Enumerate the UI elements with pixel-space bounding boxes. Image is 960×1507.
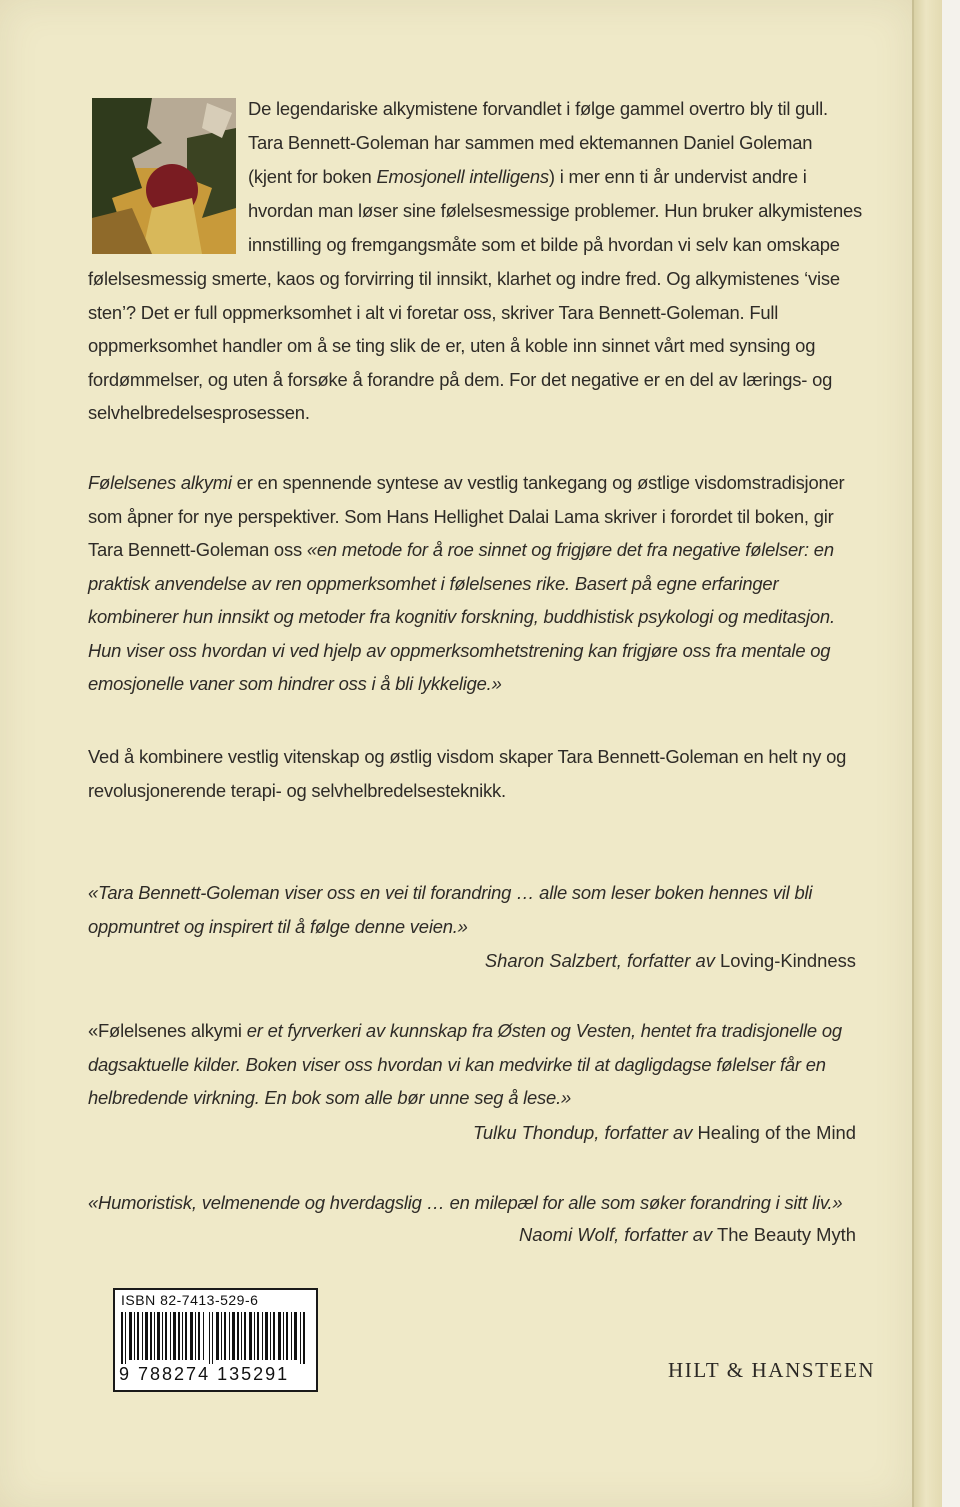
blurb-quote-3: «Humoristisk, velmenende og hverdagslig … en milepæl for alle som søker forandring i sitt liv.»	[88, 1192, 843, 1213]
intro-line-5: innstilling og fremgangsmåte som et bilde på hvordan vi selv kan omskape	[248, 234, 840, 255]
book-spine	[912, 0, 944, 1507]
dalai-lama-quote: «en metode for å roe sinnet og frigjøre det fra negative følelser: en praktisk anvendelse av ren oppmerksomhet i følelsenes rike. Basert på egne erfaringer kombinerer hun innsikt og metoder fra kognitiv forskning, buddhistisk psykologi og meditasjon. Hun viser oss hvordan vi ved hjelp av oppmerksomhetstrening kan frigjøre oss fra mentale og emosjonelle vaner som hindrer oss i å bli lykkelige.»	[88, 539, 835, 694]
barcode-icon	[119, 1312, 310, 1364]
intro-paragraph-rest: følelsesmessig smerte, kaos og forvirring til innsikt, klarhet og indre fred. Og alkymistenes ‘vise sten’? Det er full oppmerksomhet i alt vi foretar oss, skriver Tara Bennett-Goleman. Full oppmerksomhet handler om å se ting slik de er, uten å koble inn sinnet vårt med synsing og fordømmelser, og uten å forsøke å forandre på dem. For det negative er en del av lærings- og selvhelbredelsesprosessen.	[88, 268, 840, 423]
isbn-barcode-box	[113, 1288, 318, 1392]
intro-line-2: Tara Bennett-Goleman har sammen med ektemannen Daniel Goleman	[248, 132, 813, 153]
intro-line-3: (kjent for boken Emosjonell intelligens) i mer enn ti år undervist andre i	[248, 166, 807, 187]
blurb-quote-2: «Følelsenes alkymi er et fyrverkeri av kunnskap fra Østen og Vesten, hentet fra tradisjonelle og dagsaktuelle kilder. Boken viser oss hvordan vi kan medvirke til at dagligdagse følelser får en helbredende virkning. En bok som alle bør unne seg å lese.»	[88, 1020, 842, 1108]
isbn-digits: 9 788274 135291	[119, 1364, 290, 1384]
technique-paragraph: Ved å kombinere vestlig vitenskap og østlig visdom skaper Tara Bennett-Goleman en helt ny og revolusjonerende terapi- og selvhelbredelsesteknikk.	[88, 746, 847, 801]
book-title: Følelsenes alkymi	[88, 472, 232, 493]
blurb-quote-1: «Tara Bennett-Goleman viser oss en vei til forandring … alle som leser boken hennes vil bli oppmuntret og inspirert til å følge denne veien.»	[88, 882, 813, 937]
cover-art-thumbnail	[92, 98, 236, 254]
synthesis-paragraph: Følelsenes alkymi er en spennende syntese av vestlig tankegang og østlige visdomstradisjoner som åpner for nye perspektiver. Som Hans Hellighet Dalai Lama skriver i forordet til boken, gir Tara Bennett-Goleman oss «en metode for å roe sinnet og frigjøre det fra negative følelser: en praktisk anvendelse av ren oppmerksomhet i følelsenes rike. Basert på egne erfaringer kombinerer hun innsikt og metoder fra kognitiv forskning, buddhistisk psykologi og meditasjon. Hun viser oss hvordan vi ved hjelp av oppmerksomhetstrening kan frigjøre oss fra mentale og emosjonelle vaner som hindrer oss i å bli lykkelige.»	[88, 472, 845, 694]
page-background	[942, 0, 960, 1507]
isbn-label: ISBN 82-7413-529-6	[121, 1292, 259, 1308]
blurb-attribution-3: Naomi Wolf, forfatter av The Beauty Myth	[519, 1224, 856, 1245]
intro-line-4: hvordan man løser sine følelsesmessige problemer. Hun bruker alkymistenes	[248, 200, 863, 221]
blurb-attribution-2: Tulku Thondup, forfatter av Healing of the Mind	[472, 1122, 856, 1143]
publisher-name: HILT & HANSTEEN	[668, 1358, 876, 1382]
intro-line-1: De legendariske alkymistene forvandlet i følge gammel overtro bly til gull.	[248, 98, 828, 119]
blurb-attribution-1: Sharon Salzbert, forfatter av Loving-Kindness	[484, 950, 856, 971]
